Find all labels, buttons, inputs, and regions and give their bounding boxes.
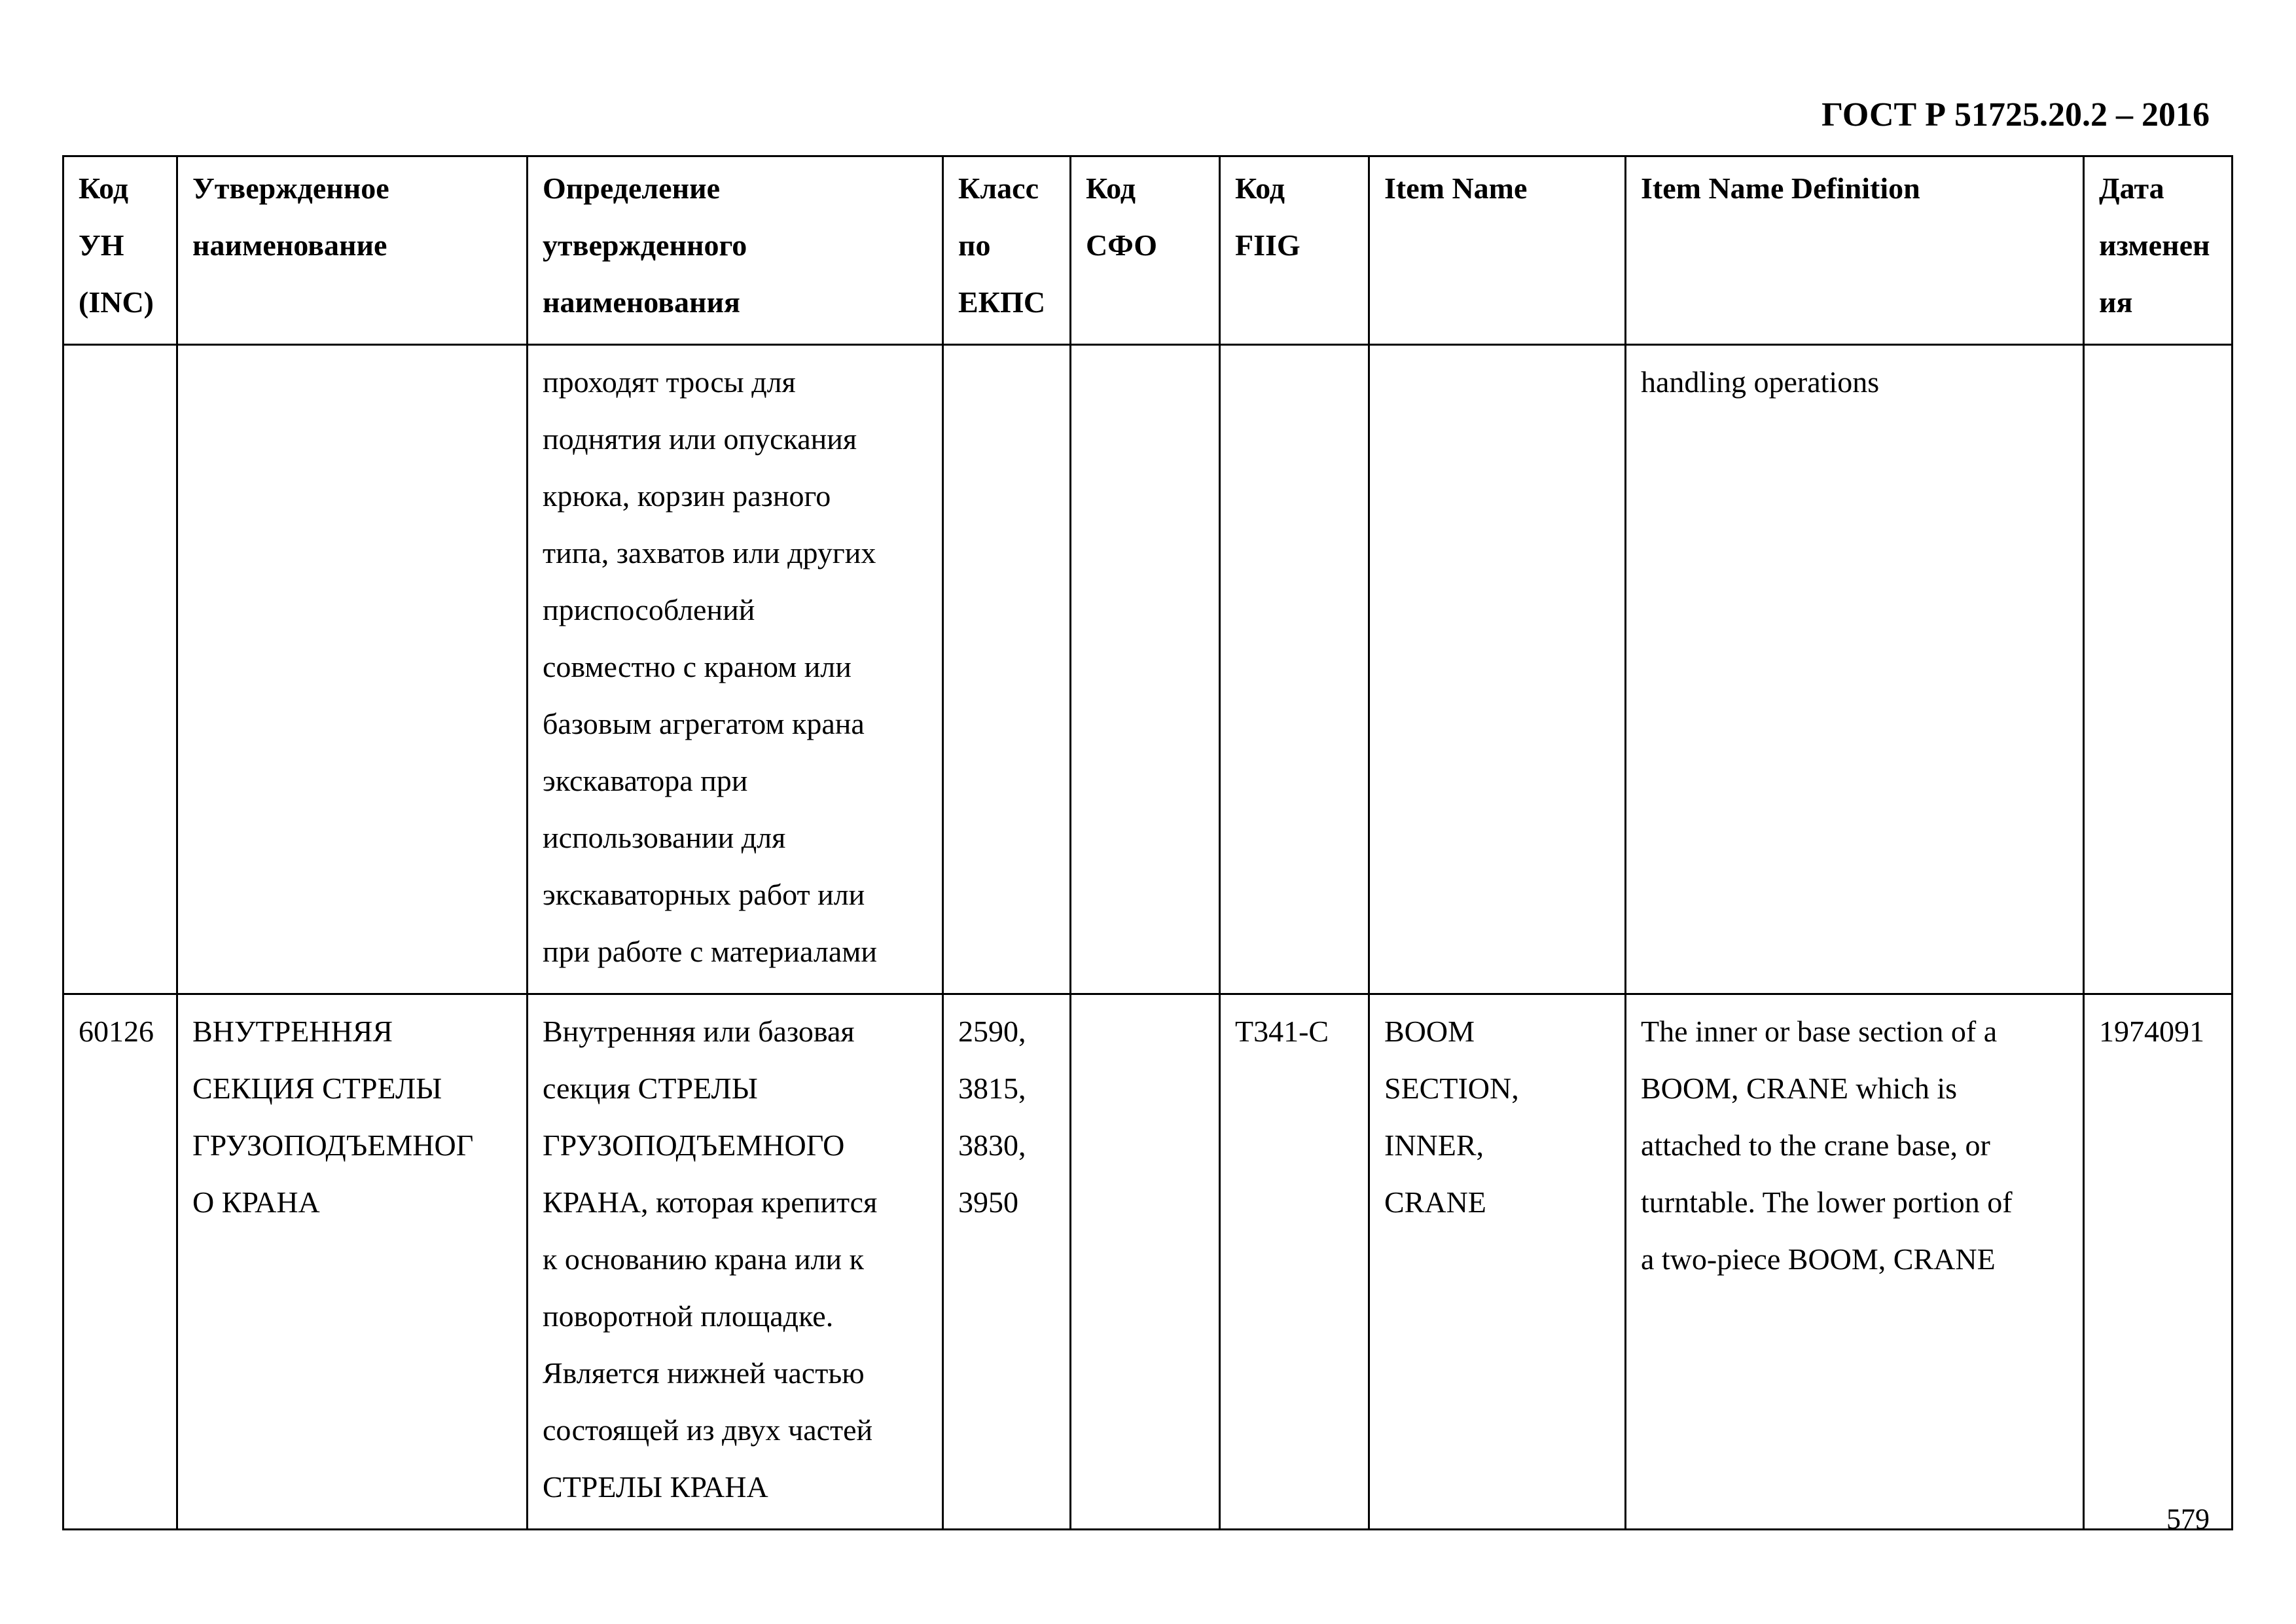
cell-item-name-definition: handling operations — [1626, 345, 2084, 994]
document-header-title: ГОСТ Р 51725.20.2 – 2016 — [1821, 96, 2210, 134]
cell-class: 2590, 3815, 3830, 3950 — [943, 994, 1071, 1530]
cell-sfo-code — [1071, 345, 1220, 994]
column-header-approved-name: Утвержденное наименование — [177, 156, 528, 345]
cell-inc — [63, 345, 177, 994]
cell-approved-name — [177, 345, 528, 994]
page-number: 579 — [2166, 1503, 2210, 1535]
cell-change-date — [2084, 345, 2233, 994]
column-header-item-name-definition: Item Name Definition — [1626, 156, 2084, 345]
column-header-class: Класс по ЕКПС — [943, 156, 1071, 345]
cell-inc: 60126 — [63, 994, 177, 1530]
cell-sfo-code — [1071, 994, 1220, 1530]
cell-item-name: BOOM SECTION, INNER, CRANE — [1369, 994, 1626, 1530]
column-header-change-date: Дата изменен ия — [2084, 156, 2233, 345]
column-header-sfo-code: Код СФО — [1071, 156, 1220, 345]
table-row — [63, 994, 2233, 1530]
cell-fiig-code — [1220, 345, 1369, 994]
cell-fiig-code: T341-C — [1220, 994, 1369, 1530]
cell-definition: Внутренняя или базовая секция СТРЕЛЫ ГРУЗОПОДЪЕМНОГО КРАНА, которая крепится к основанию крана или к поворотной площадке. Является нижней частью состоящей из двух частей СТРЕЛЫ КРАНА — [528, 994, 943, 1530]
cell-class — [943, 345, 1071, 994]
column-header-item-name: Item Name — [1369, 156, 1626, 345]
table-row — [63, 345, 2233, 994]
cell-item-name — [1369, 345, 1626, 994]
column-header-fiig-code: Код FIIG — [1220, 156, 1369, 345]
cell-definition: проходят тросы для поднятия или опускания крюка, корзин разного типа, захватов или других приспособлений совместно с краном или базовым агрегатом крана экскаватора при использовании для экскаваторных работ или при работе с материалами — [528, 345, 943, 994]
column-header-inc: Код УН (INC) — [63, 156, 177, 345]
cell-item-name-definition: The inner or base section of a BOOM, CRANE which is attached to the crane base, or turntable. The lower portion of a two-piece BOOM, CRANE — [1626, 994, 2084, 1530]
cell-approved-name: ВНУТРЕННЯЯ СЕКЦИЯ СТРЕЛЫ ГРУЗОПОДЪЕМНОГ О КРАНА — [177, 994, 528, 1530]
table-header-row — [63, 156, 2233, 345]
column-header-definition: Определение утвержденного наименования — [528, 156, 943, 345]
classification-table — [62, 155, 2233, 1530]
cell-change-date: 1974091 — [2084, 994, 2233, 1530]
